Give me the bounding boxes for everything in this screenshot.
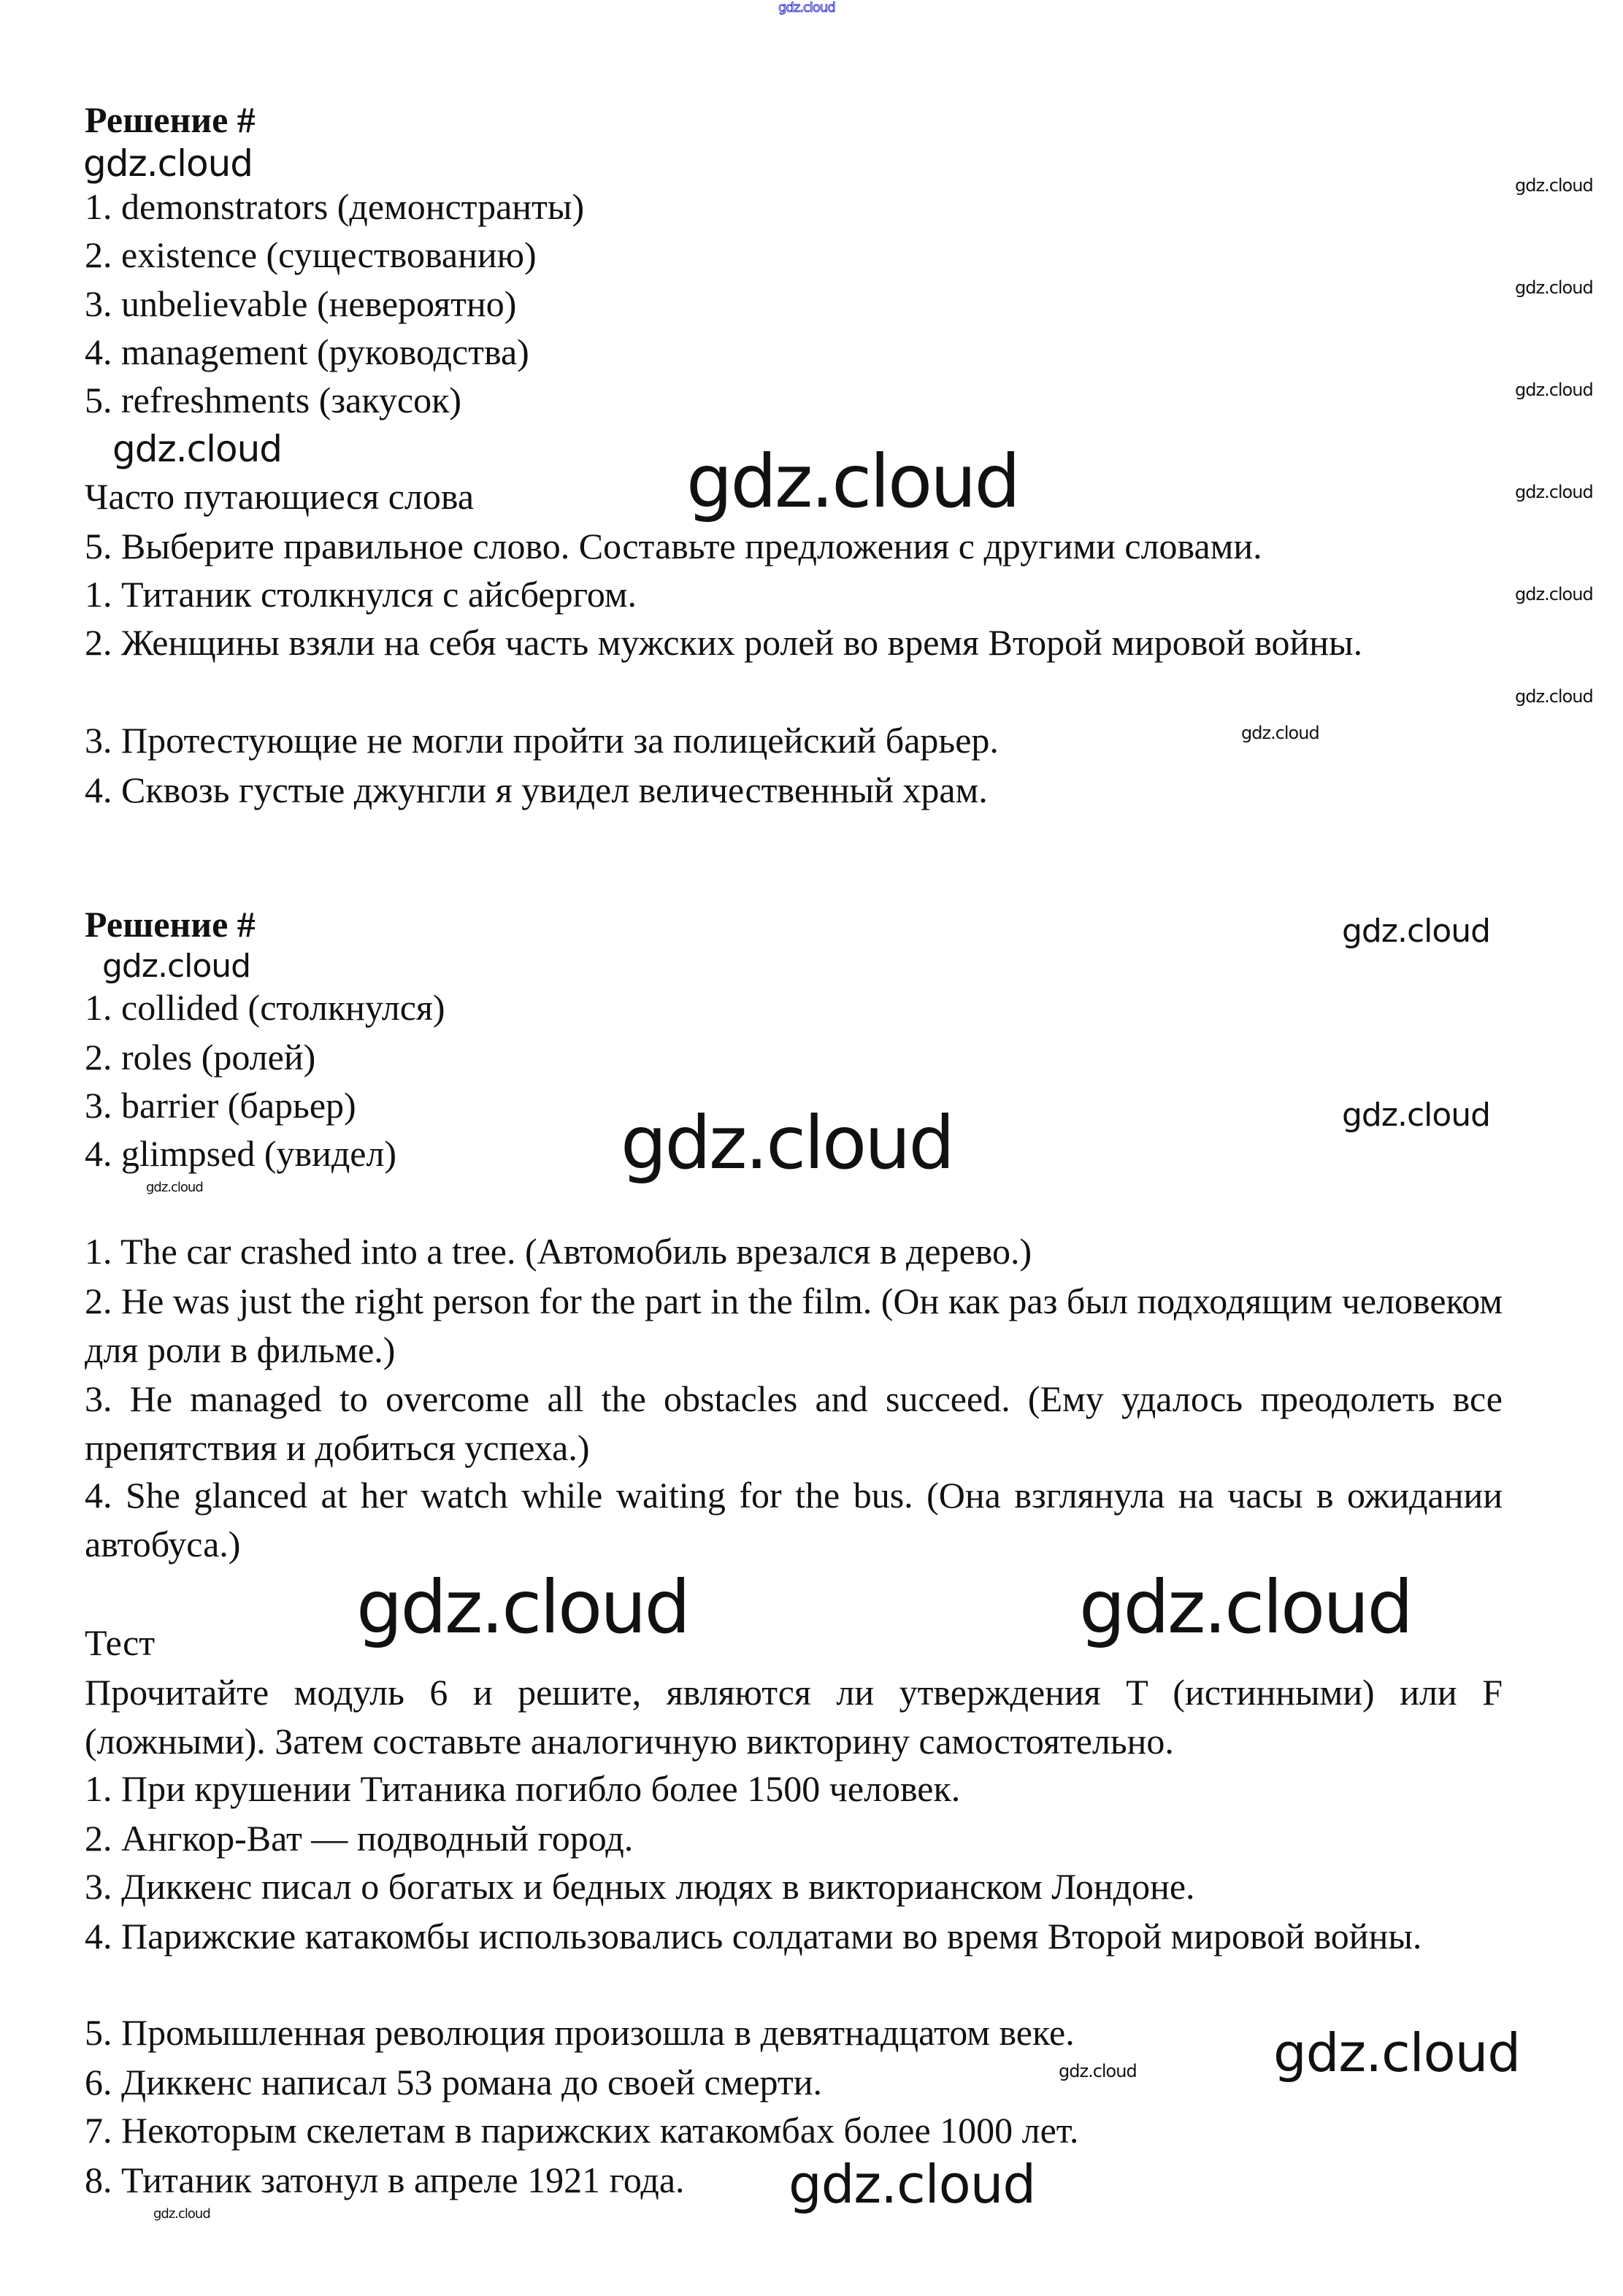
watermark: gdz.cloud — [686, 439, 1019, 524]
quiz-item: 4. Парижские катакомбы использовались солдатами во время Второй мировой войны. — [85, 1916, 1422, 1957]
sentence-item: 4. She glanced at her watch while waiting for the bus. (Она взглянула на часы в ожидании автобуса.) — [85, 1475, 1503, 1564]
quiz-item: 6. Диккенс написал 53 романа до своей смерти. — [85, 2062, 822, 2103]
watermark: gdz.cloud — [778, 0, 835, 15]
task-text: Прочитайте модуль 6 и решите, являются ли утверждения T (истинными) или F (ложными). Затем составьте аналогичную викторину самостоятельно. — [85, 1672, 1503, 1762]
answer-item: 3. barrier (барьер) — [85, 1085, 356, 1126]
quiz-item: 3. Диккенс писал о богатых и бедных людях в викторианском Лондоне. — [85, 1866, 1195, 1907]
watermark: gdz.cloud — [1515, 482, 1593, 502]
watermark: gdz.cloud — [789, 2154, 1036, 2215]
watermark: gdz.cloud — [1515, 584, 1593, 604]
watermark: gdz.cloud — [153, 2206, 210, 2222]
watermark: gdz.cloud — [83, 142, 253, 185]
section-title: Тест — [85, 1622, 156, 1663]
exercise-item: 2. Женщины взяли на себя часть мужских ролей во время Второй мировой войны. — [85, 622, 1363, 663]
sentence-item: 3. He managed to overcome all the obstacles and succeed. (Ему удалось преодолеть все препятствия и добиться успеха.) — [85, 1378, 1503, 1468]
task-text: 5. Выберите правильное слово. Составьте предложения с другими словами. — [85, 526, 1262, 567]
watermark: gdz.cloud — [1059, 2061, 1137, 2081]
answer-item: 1. collided (столкнулся) — [85, 987, 445, 1028]
watermark: gdz.cloud — [1515, 175, 1593, 196]
watermark: gdz.cloud — [1342, 913, 1491, 950]
section-heading: Решение # — [85, 99, 256, 140]
watermark: gdz.cloud — [112, 428, 283, 470]
answer-item: 2. existence (существованию) — [85, 234, 537, 275]
section-title: Часто путающиеся слова — [85, 476, 475, 517]
watermark: gdz.cloud — [1273, 2022, 1521, 2084]
watermark: gdz.cloud — [1241, 723, 1319, 743]
quiz-item: 8. Титаник затонул в апреле 1921 года. — [85, 2159, 685, 2200]
watermark: gdz.cloud — [1515, 380, 1593, 400]
watermark: gdz.cloud — [102, 948, 251, 985]
exercise-item: 4. Сквозь густые джунгли я увидел величественный храм. — [85, 769, 988, 810]
watermark: gdz.cloud — [1079, 1564, 1412, 1650]
watermark: gdz.cloud — [1515, 686, 1593, 707]
answer-item: 1. demonstrators (демонстранты) — [85, 186, 585, 227]
sentence-item: 2. He was just the right person for the part in the film. (Он как раз был подходящим человеком для роли в фильме.) — [85, 1281, 1503, 1370]
watermark: gdz.cloud — [356, 1564, 689, 1650]
watermark: gdz.cloud — [1342, 1097, 1491, 1134]
quiz-item: 1. При крушении Титаника погибло более 1500 человек. — [85, 1768, 961, 1809]
exercise-item: 1. Титаник столкнулся с айсбергом. — [85, 574, 637, 615]
answer-item: 2. roles (ролей) — [85, 1037, 316, 1078]
quiz-item: 2. Ангкор-Ват — подводный город. — [85, 1818, 634, 1859]
watermark: gdz.cloud — [621, 1100, 954, 1186]
answer-item: 5. refreshments (закусок) — [85, 380, 462, 421]
quiz-item: 5. Промышленная революция произошла в девятнадцатом веке. — [85, 2012, 1075, 2053]
answer-item: 4. management (руководства) — [85, 331, 529, 372]
exercise-item: 3. Протестующие не могли пройти за полицейский барьер. — [85, 720, 999, 761]
quiz-item: 7. Некоторым скелетам в парижских катакомбах более 1000 лет. — [85, 2110, 1079, 2151]
answer-item: 4. glimpsed (увидел) — [85, 1133, 397, 1174]
watermark: gdz.cloud — [1515, 277, 1593, 298]
sentence-item: 1. The car crashed into a tree. (Автомобиль врезался в дерево.) — [85, 1231, 1032, 1272]
section-heading: Решение # — [85, 904, 256, 945]
answer-item: 3. unbelievable (невероятно) — [85, 283, 517, 324]
watermark: gdz.cloud — [146, 1180, 203, 1195]
